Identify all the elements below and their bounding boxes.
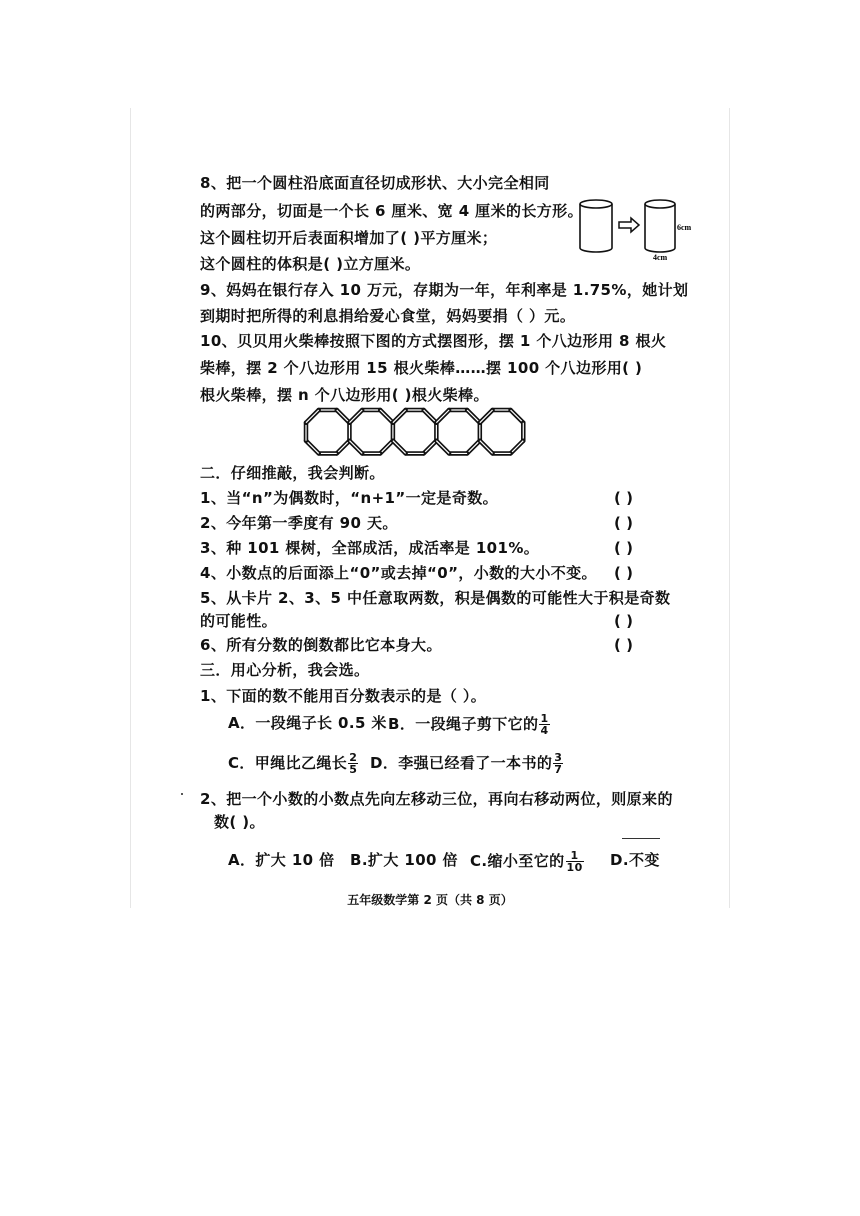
judge-item-5-cont: 的可能性。 bbox=[200, 612, 278, 630]
q8-line-1: 8、把一个圆柱沿底面直径切成形状、大小完全相同 bbox=[200, 174, 550, 192]
matchstick-highlight bbox=[511, 441, 524, 454]
choice-q2-line-1: 2、把一个小数的小数点先向左移动三位，再向右移动两位，则原来的 bbox=[200, 790, 673, 808]
judge-item-5: 5、从卡片 2、3、5 中任意取两数，积是偶数的可能性大于积是奇数 bbox=[200, 589, 671, 607]
matchstick-highlight bbox=[306, 410, 319, 423]
section3-heading: 三．用心分析，我会选。 bbox=[200, 661, 370, 679]
answer-paren-6[interactable]: ( ) bbox=[614, 636, 633, 654]
matchstick-highlight bbox=[424, 410, 437, 423]
answer-paren-5[interactable]: ( ) bbox=[614, 612, 633, 630]
matchstick-highlight bbox=[393, 441, 406, 454]
matchstick-highlight bbox=[424, 441, 437, 454]
page-footer: 五年级数学第 2 页（共 8 页） bbox=[347, 893, 513, 907]
q9-line-1: 9、妈妈在银行存入 10 万元，存期为一年，年利率是 1.75%，她计划 bbox=[200, 281, 689, 299]
cylinder-figure bbox=[575, 196, 705, 262]
matchstick-highlight bbox=[480, 441, 493, 454]
q10-line-1: 10、贝贝用火柴棒按照下图的方式摆图形，摆 1 个八边形用 8 根火 bbox=[200, 332, 667, 350]
matchstick-highlight bbox=[349, 410, 362, 423]
q9-line-2: 到期时把所得的利息捐给爱心食堂，妈妈要捐（ ）元。 bbox=[200, 307, 576, 325]
choice-q1-option-b bbox=[388, 713, 551, 736]
matchstick-highlight bbox=[337, 410, 350, 423]
answer-paren-2[interactable]: ( ) bbox=[614, 514, 633, 532]
answer-paren-4[interactable]: ( ) bbox=[614, 564, 633, 582]
choice-q2-option-a: A．扩大 10 倍 bbox=[228, 851, 335, 869]
choice-q1-option-d bbox=[370, 752, 564, 775]
height-label: 6cm bbox=[677, 223, 692, 232]
matchstick-highlight bbox=[436, 410, 449, 423]
matchstick-highlight bbox=[480, 410, 493, 423]
choice-q1-option-a: A．一段绳子长 0.5 米 bbox=[228, 714, 387, 732]
section2-heading: 二．仔细推敲，我会判断。 bbox=[200, 464, 385, 482]
choice-q2-option-c bbox=[470, 850, 585, 873]
q8-line-4: 这个圆柱的体积是( )立方厘米。 bbox=[200, 255, 421, 273]
fraction-1-4: $\frac{1}{4}$ bbox=[540, 712, 549, 737]
option-b-text: B．一段绳子剪下它的 bbox=[388, 715, 539, 733]
matchstick-highlight bbox=[306, 441, 319, 454]
answer-paren-3[interactable]: ( ) bbox=[614, 539, 633, 557]
fraction-2-5: $\frac{2}{5}$ bbox=[349, 751, 358, 776]
choice-q1-option-c bbox=[228, 752, 359, 775]
fraction-3-7: $\frac{3}{7}$ bbox=[554, 751, 563, 776]
judge-item-6: 6、所有分数的倒数都比它本身大。 bbox=[200, 636, 442, 654]
matchstick-octagons-figure bbox=[300, 402, 540, 462]
q10-line-2: 柴棒，摆 2 个八边形用 15 根火柴棒……摆 100 个八边形用( ) bbox=[200, 359, 643, 377]
option-d-text: D．李强已经看了一本书的 bbox=[370, 754, 553, 772]
q8-line-2: 的两部分，切面是一个长 6 厘米、宽 4 厘米的长方形。 bbox=[200, 202, 583, 220]
judge-item-1: 1、当“n”为偶数时，“n+1”一定是奇数。 bbox=[200, 489, 499, 507]
q8-line-3: 这个圆柱切开后表面积增加了( )平方厘米； bbox=[200, 229, 498, 247]
speck-mark bbox=[181, 793, 183, 795]
matchstick-highlight bbox=[349, 441, 362, 454]
width-label: 4cm bbox=[653, 253, 668, 262]
matchstick-highlight bbox=[511, 410, 524, 423]
judge-item-3: 3、种 101 棵树，全部成活，成活率是 101%。 bbox=[200, 539, 540, 557]
overline-mark bbox=[622, 838, 660, 839]
matchstick-highlight bbox=[467, 441, 480, 454]
cylinder-icon bbox=[580, 200, 612, 252]
right-arrow-icon bbox=[619, 218, 639, 232]
matchstick-highlight bbox=[337, 441, 350, 454]
matchstick-highlight bbox=[467, 410, 480, 423]
q10-line-3: 根火柴棒，摆 n 个八边形用( )根火柴棒。 bbox=[200, 386, 489, 404]
matchstick-highlight bbox=[393, 410, 406, 423]
matchstick-highlight bbox=[436, 441, 449, 454]
half-cylinder-icon bbox=[645, 200, 675, 252]
option-c-text: C．甲绳比乙绳长 bbox=[228, 754, 348, 772]
answer-paren-1[interactable]: ( ) bbox=[614, 489, 633, 507]
choice-q2-line-2: 数( )。 bbox=[214, 813, 265, 831]
option-c-text: C.缩小至它的 bbox=[470, 852, 565, 870]
choice-q1-stem: 1、下面的数不能用百分数表示的是（ ）。 bbox=[200, 687, 487, 705]
fraction-1-10: $\frac{1}{10}$ bbox=[566, 849, 583, 874]
judge-item-2: 2、今年第一季度有 90 天。 bbox=[200, 514, 398, 532]
judge-item-4: 4、小数点的后面添上“0”或去掉“0”，小数的大小不变。 bbox=[200, 564, 597, 582]
choice-q2-option-b: B.扩大 100 倍 bbox=[350, 851, 458, 869]
matchstick-highlight bbox=[380, 410, 393, 423]
choice-q2-option-d: D.不变 bbox=[610, 851, 660, 869]
matchstick-highlight bbox=[380, 441, 393, 454]
